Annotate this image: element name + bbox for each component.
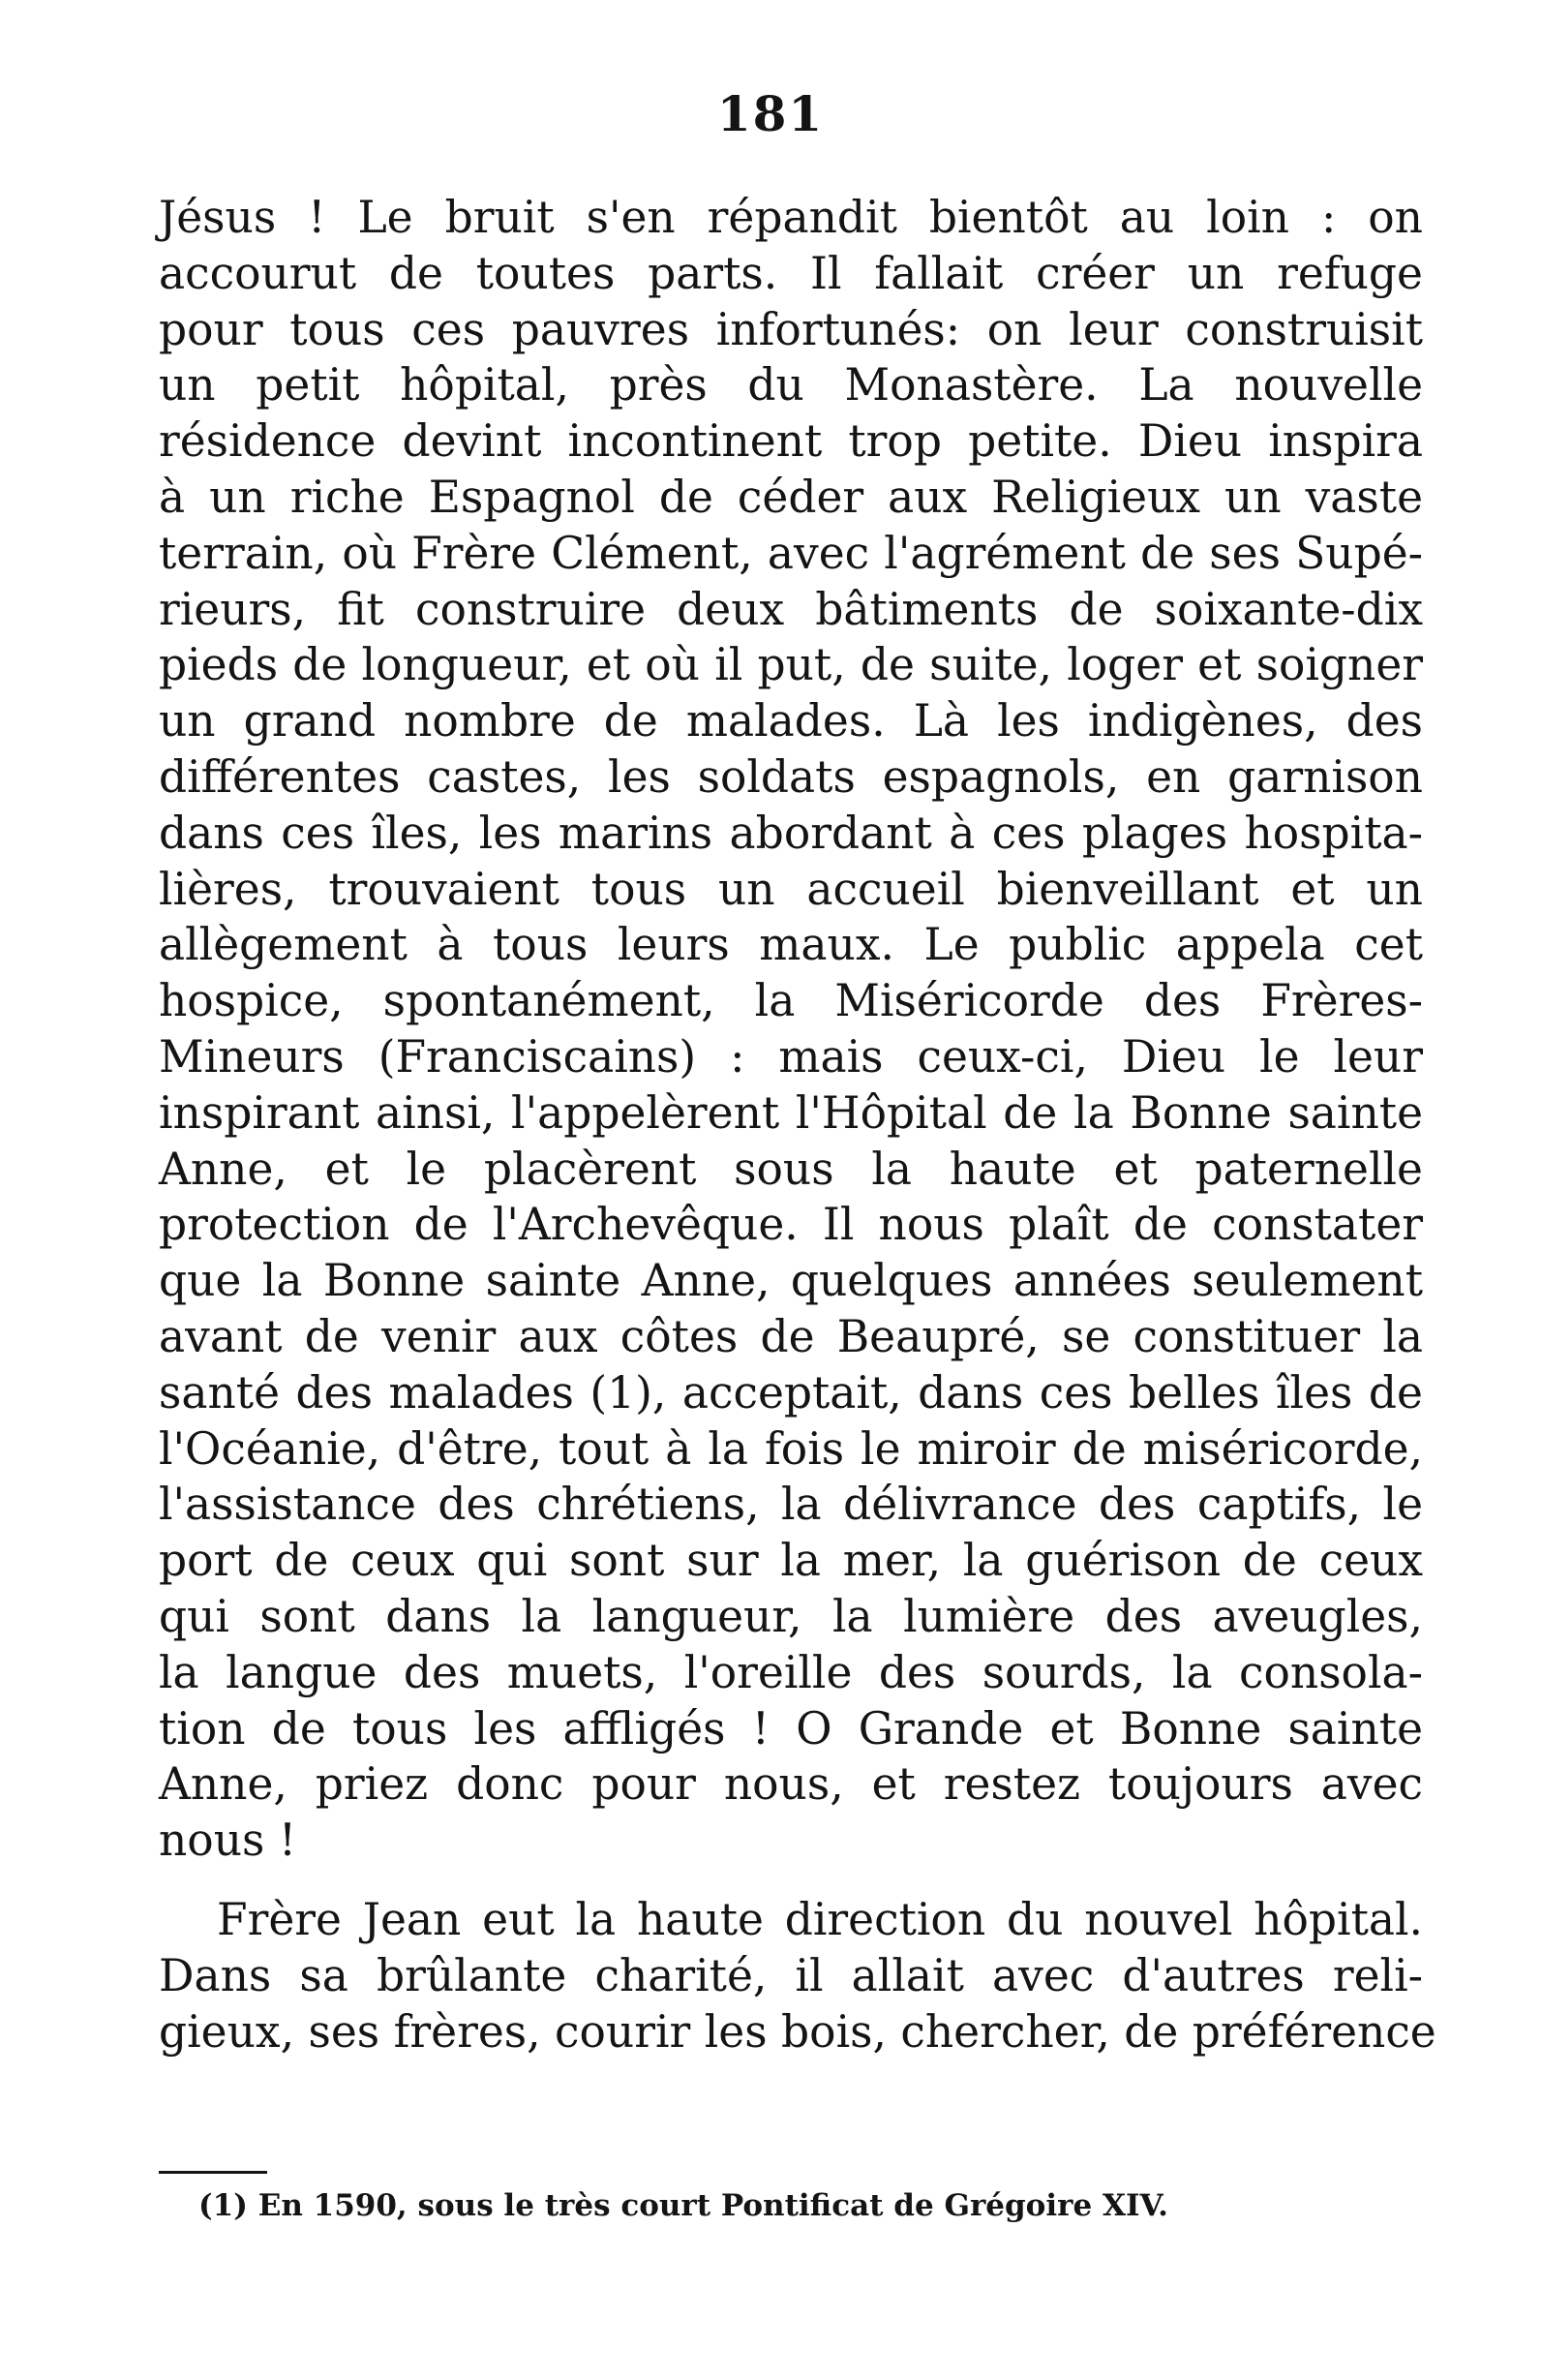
text-line: la langue des muets, l'oreille des sourds, la consola- <box>159 1646 1423 1698</box>
text-line: terrain, où Frère Clément, avec l'agrément de ses Supé- <box>159 527 1423 579</box>
text-line: inspirant ainsi, l'appelèrent l'Hôpital de la Bonne sainte <box>159 1086 1423 1139</box>
text-line: gieux, ses frères, courir les bois, chercher, de préférence <box>159 2005 1436 2058</box>
text-line: protection de l'Archevêque. Il nous plaît de constater <box>159 1199 1423 1251</box>
text-line: l'assistance des chrétiens, la délivrance des captifs, le <box>159 1479 1423 1531</box>
text-line: différentes castes, les soldats espagnols, en garnison <box>159 750 1423 803</box>
text-line: allègement à tous leurs maux. Le public appela cet <box>159 919 1423 971</box>
text-line: Anne, et le placèrent sous la haute et paternelle <box>159 1143 1423 1195</box>
page-number: 181 <box>716 85 825 142</box>
footnote: (1) En 1590, sous le très court Pontificat de Grégoire XIV. <box>198 2188 1168 2223</box>
text-line: nous ! <box>159 1815 297 1867</box>
text-line: à un riche Espagnol de céder aux Religieux un vaste <box>159 471 1423 523</box>
text-line: Frère Jean eut la haute direction du nouvel hôpital. <box>217 1893 1423 1945</box>
text-line: un petit hôpital, près du Monastère. La nouvelle <box>159 359 1423 412</box>
text-line: que la Bonne sainte Anne, quelques années seulement <box>159 1255 1423 1307</box>
text-line: avant de venir aux côtes de Beaupré, se constituer la <box>159 1310 1423 1362</box>
text-line: qui sont dans la langueur, la lumière des aveugles, <box>159 1590 1423 1642</box>
text-line: un grand nombre de malades. Là les indigènes, des <box>159 695 1423 748</box>
text-line: lières, trouvaient tous un accueil bienveillant et un <box>159 863 1423 915</box>
paragraph-1 <box>159 190 1423 1869</box>
text-line: port de ceux qui sont sur la mer, la guérison de ceux <box>159 1535 1423 1587</box>
text-line: Jésus ! Le bruit s'en répandit bientôt au loin : on <box>159 192 1423 243</box>
text-line: dans ces îles, les marins abordant à ces plages hospita- <box>159 807 1423 859</box>
text-line: pour tous ces pauvres infortunés: on leur construisit <box>159 303 1423 355</box>
text-line: l'Océanie, d'être, tout à la fois le miroir de miséricorde, <box>159 1422 1423 1475</box>
main-text <box>159 190 1436 2060</box>
text-line: Mineurs (Franciscains) : mais ceux-ci, Dieu le leur <box>159 1030 1423 1083</box>
paragraph-2 <box>159 1892 1436 2060</box>
text-line: rieurs, fit construire deux bâtiments de soixante-dix <box>159 583 1423 635</box>
text-line: santé des malades (1), acceptait, dans ces belles îles de <box>159 1366 1423 1419</box>
text-line: pieds de longueur, et où il put, de suite, loger et soigner <box>159 639 1423 691</box>
footnote-rule <box>159 2171 267 2174</box>
text-line: tion de tous les affligés ! O Grande et Bonne sainte <box>159 1702 1423 1754</box>
text-line: Dans sa brûlante charité, il allait avec d'autres reli- <box>159 1949 1423 2001</box>
text-line: résidence devint incontinent trop petite. Dieu inspira <box>159 415 1423 468</box>
text-line: hospice, spontanément, la Miséricorde des Frères- <box>159 975 1423 1027</box>
text-line: Anne, priez donc pour nous, et restez toujours avec <box>159 1758 1423 1811</box>
text-line: accourut de toutes parts. Il fallait créer un refuge <box>159 247 1423 299</box>
